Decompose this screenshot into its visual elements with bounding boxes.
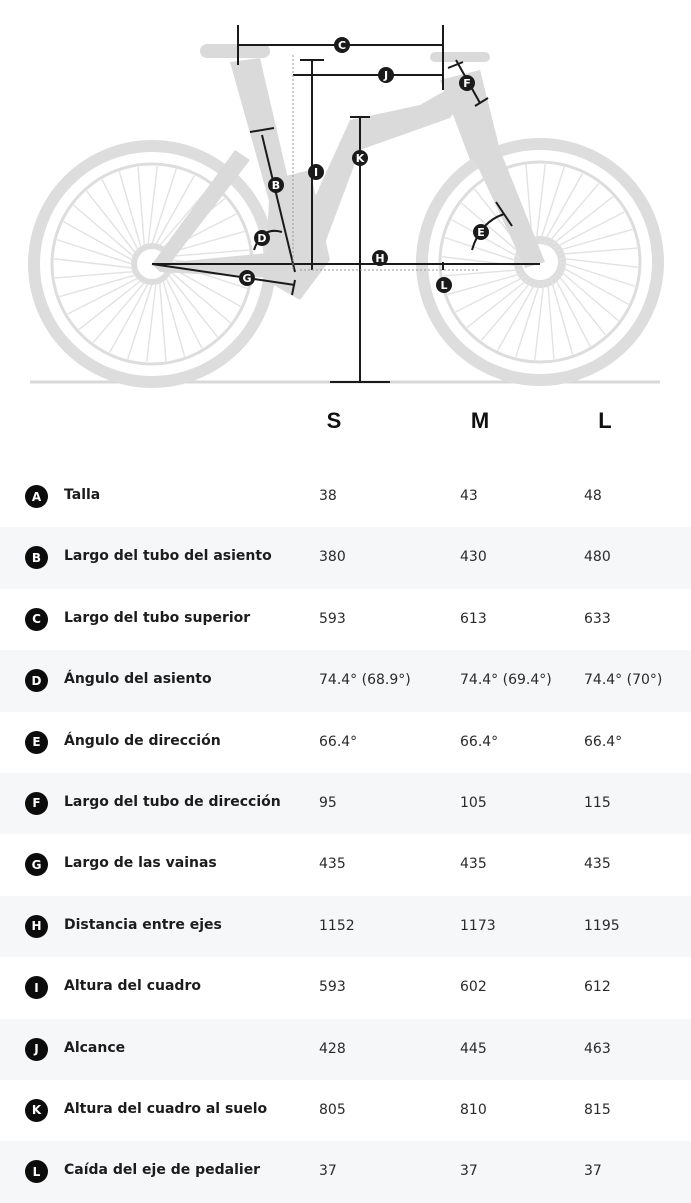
value-size-s: 74.4° (68.9°) <box>319 672 411 689</box>
wheel-spoke <box>68 278 138 314</box>
value-size-s: 428 <box>319 1040 346 1057</box>
row-label: Alcance <box>64 1039 126 1056</box>
svg-text:C: C <box>337 39 347 52</box>
label-j-badge <box>378 67 394 83</box>
value-size-l: 1195 <box>584 917 620 934</box>
row-key-badge: B <box>25 546 48 569</box>
row-key-badge: A <box>25 485 48 508</box>
value-size-m: 43 <box>460 488 478 504</box>
value-size-l: 66.4° <box>584 733 623 750</box>
label-k-badge <box>352 150 368 166</box>
value-size-l: 612 <box>584 979 611 996</box>
table-row <box>0 834 691 895</box>
row-label: Altura del cuadro <box>64 978 201 995</box>
row-label: Caída del eje de pedalier <box>64 1162 261 1179</box>
value-size-s: 805 <box>319 1101 346 1118</box>
table-row <box>0 773 691 834</box>
row-key-badge: E <box>25 731 48 754</box>
wheel-spoke <box>554 212 624 248</box>
value-size-s: 66.4° <box>319 733 358 750</box>
row-key-badge: K <box>25 1099 48 1122</box>
wheel-spoke <box>55 272 134 278</box>
row-label: Largo del tubo del asiento <box>64 548 272 565</box>
row-key-badge: I <box>25 976 48 999</box>
wheel-spoke <box>170 250 249 256</box>
bike-geometry-diagram <box>0 0 691 395</box>
table-row <box>0 650 691 711</box>
value-size-s: 593 <box>319 610 346 627</box>
row-key-badge: D <box>25 669 48 692</box>
value-size-m: 1173 <box>460 917 496 934</box>
row-label: Talla <box>64 487 101 503</box>
wheel-spoke <box>548 280 554 359</box>
row-key-badge: L <box>25 1160 48 1183</box>
row-key-badge: H <box>25 915 48 938</box>
value-size-s: 380 <box>319 549 346 566</box>
value-size-s: 37 <box>319 1163 337 1180</box>
svg-text:B: B <box>271 179 281 192</box>
label-l-badge <box>436 277 452 293</box>
row-label: Distancia entre ejes <box>64 916 222 933</box>
svg-text:D: D <box>257 232 267 245</box>
wheel-spoke <box>498 282 536 351</box>
value-size-m: 602 <box>460 979 487 996</box>
label-f-badge <box>459 75 475 91</box>
wheel-spoke <box>102 180 138 250</box>
table-row <box>0 712 691 773</box>
wheel-spoke <box>558 248 637 254</box>
row-key-badge: C <box>25 608 48 631</box>
row-label: Largo del tubo superior <box>64 609 251 626</box>
value-size-l: 48 <box>584 488 602 504</box>
size-header-row <box>0 408 691 448</box>
wheel-spoke <box>456 276 526 312</box>
geometry-table <box>0 466 691 1203</box>
size-s-heading: S <box>326 408 342 433</box>
value-size-l: 74.4° (70°) <box>584 672 663 689</box>
value-size-m: 37 <box>460 1163 478 1180</box>
label-c-badge <box>334 37 350 53</box>
svg-text:F: F <box>463 77 471 90</box>
wheel-spoke <box>554 276 590 346</box>
value-size-l: 115 <box>584 794 611 811</box>
wheel-spoke <box>560 266 629 304</box>
svg-text:G: G <box>242 272 252 285</box>
row-label: Ángulo de dirección <box>64 732 221 749</box>
table-row <box>0 1080 691 1141</box>
value-size-m: 810 <box>460 1101 487 1118</box>
value-size-m: 430 <box>460 549 487 566</box>
table-row <box>0 589 691 650</box>
value-size-m: 445 <box>460 1040 487 1057</box>
label-b-badge <box>268 177 284 193</box>
wheel-spoke <box>110 284 148 353</box>
row-label: Altura del cuadro al suelo <box>64 1100 268 1117</box>
value-size-m: 105 <box>460 794 487 811</box>
row-label: Largo de las vainas <box>64 855 217 872</box>
size-m-heading: M <box>470 408 490 433</box>
value-size-m: 613 <box>460 610 487 627</box>
wheel-spoke <box>443 270 522 276</box>
table-row <box>0 1019 691 1080</box>
table-row <box>0 896 691 957</box>
row-label: Ángulo del asiento <box>64 671 212 688</box>
row-label: Largo del tubo de dirección <box>64 793 281 810</box>
value-size-s: 1152 <box>319 917 355 934</box>
label-i-badge <box>308 164 324 180</box>
value-size-l: 37 <box>584 1163 602 1180</box>
table-row <box>0 957 691 1018</box>
value-size-m: 435 <box>460 856 487 873</box>
row-key-badge: G <box>25 853 48 876</box>
label-e-badge <box>473 224 489 240</box>
wheel-spoke <box>160 282 166 361</box>
value-size-s: 593 <box>319 979 346 996</box>
value-size-l: 463 <box>584 1040 611 1057</box>
label-d-badge <box>254 230 270 246</box>
value-size-s: 435 <box>319 856 346 873</box>
label-h-badge <box>372 250 388 266</box>
svg-text:I: I <box>313 166 319 179</box>
table-row <box>0 466 691 527</box>
svg-text:L: L <box>440 279 448 292</box>
value-size-s: 95 <box>319 794 337 811</box>
table-row <box>0 527 691 588</box>
value-size-s: 38 <box>319 488 337 504</box>
row-key-badge: F <box>25 792 48 815</box>
svg-text:J: J <box>383 69 389 82</box>
value-size-l: 815 <box>584 1101 611 1118</box>
svg-text:H: H <box>375 252 385 265</box>
wheel-spoke <box>64 222 133 260</box>
svg-text:K: K <box>355 152 365 165</box>
value-size-l: 435 <box>584 856 611 873</box>
wheel-spoke <box>166 278 202 348</box>
label-g-badge <box>239 270 255 286</box>
value-size-l: 480 <box>584 549 611 566</box>
wheel-spoke <box>544 174 582 243</box>
value-size-m: 66.4° <box>460 733 499 750</box>
size-l-heading: L <box>598 408 612 433</box>
wheel-spoke <box>138 167 144 246</box>
value-size-l: 633 <box>584 610 611 627</box>
svg-text:E: E <box>477 226 485 239</box>
value-size-m: 74.4° (69.4°) <box>460 672 552 689</box>
row-key-badge: J <box>25 1038 48 1061</box>
table-row <box>0 1141 691 1202</box>
